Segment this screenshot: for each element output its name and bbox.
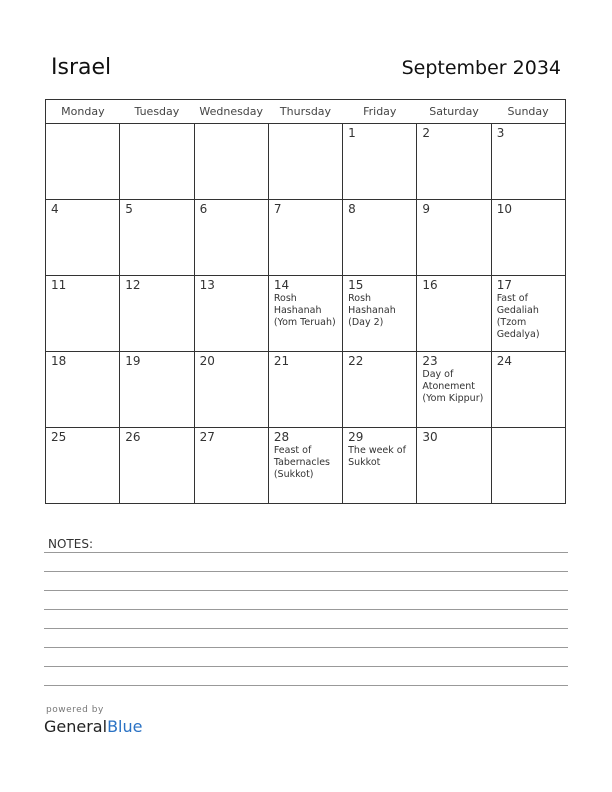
week-row bbox=[46, 428, 566, 504]
day-number: 21 bbox=[273, 354, 290, 368]
day-number: 20 bbox=[199, 354, 215, 368]
day-cell bbox=[268, 352, 342, 428]
day-cell bbox=[194, 428, 268, 504]
day-cell bbox=[343, 124, 417, 200]
note-line bbox=[44, 590, 568, 591]
note-line bbox=[44, 647, 568, 648]
country-title: Israel bbox=[51, 55, 112, 80]
day-cell bbox=[268, 124, 342, 200]
day-cell bbox=[491, 200, 565, 276]
note-line bbox=[44, 571, 568, 572]
day-cell bbox=[194, 276, 268, 352]
holiday-label: Fast of Gedaliah (Tzom Gedalya) bbox=[496, 293, 540, 340]
note-line bbox=[44, 666, 568, 667]
day-number: 2 bbox=[422, 126, 431, 140]
week-row bbox=[46, 276, 566, 352]
day-number: 30 bbox=[422, 430, 438, 444]
weekday-header: Sunday bbox=[491, 100, 565, 124]
note-line bbox=[44, 609, 568, 610]
day-number: 13 bbox=[199, 278, 215, 292]
holiday-label: Rosh Hashanah (Day 2) bbox=[348, 293, 396, 328]
day-cell bbox=[268, 428, 342, 504]
day-cell bbox=[417, 124, 491, 200]
week-row bbox=[46, 200, 566, 276]
day-number: 28 bbox=[273, 430, 290, 444]
day-cell bbox=[268, 276, 342, 352]
day-number: 26 bbox=[125, 430, 141, 444]
day-number: 12 bbox=[125, 278, 141, 292]
weekday-header: Tuesday bbox=[120, 100, 194, 124]
day-number: 8 bbox=[348, 202, 356, 216]
day-cell bbox=[268, 200, 342, 276]
day-cell bbox=[194, 124, 268, 200]
day-cell bbox=[491, 428, 565, 504]
holiday-label: Day of Atonement (Yom Kippur) bbox=[422, 369, 484, 404]
day-cell bbox=[120, 352, 194, 428]
weekday-header: Wednesday bbox=[194, 100, 268, 124]
powered-by-text: powered by bbox=[46, 705, 104, 715]
day-number: 14 bbox=[273, 278, 290, 292]
day-cell bbox=[491, 276, 565, 352]
day-number: 18 bbox=[51, 354, 67, 368]
holiday-label: The week of Sukkot bbox=[348, 445, 406, 468]
day-cell bbox=[120, 124, 194, 200]
day-number: 1 bbox=[348, 126, 356, 140]
day-number: 5 bbox=[125, 202, 133, 216]
day-number: 19 bbox=[125, 354, 141, 368]
day-cell bbox=[417, 352, 491, 428]
day-number: 7 bbox=[273, 202, 282, 216]
day-number: 25 bbox=[51, 430, 67, 444]
holiday-label: Rosh Hashanah (Yom Teruah) bbox=[273, 293, 336, 328]
weekday-header: Monday bbox=[46, 100, 120, 124]
day-number: 11 bbox=[51, 278, 67, 292]
calendar-grid bbox=[45, 99, 566, 504]
day-number: 9 bbox=[422, 202, 431, 216]
day-cell bbox=[343, 276, 417, 352]
note-line bbox=[44, 628, 568, 629]
day-number: 23 bbox=[422, 354, 438, 368]
day-number: 24 bbox=[496, 354, 512, 368]
day-number: 17 bbox=[496, 278, 512, 292]
notes-label: NOTES: bbox=[48, 537, 93, 551]
day-cell bbox=[46, 428, 120, 504]
day-cell bbox=[343, 428, 417, 504]
month-title: September 2034 bbox=[401, 57, 561, 79]
day-cell bbox=[343, 352, 417, 428]
week-row bbox=[46, 352, 566, 428]
week-row bbox=[46, 124, 566, 200]
day-cell bbox=[120, 428, 194, 504]
day-number: 15 bbox=[348, 278, 364, 292]
weekday-header: Thursday bbox=[268, 100, 342, 124]
day-number: 10 bbox=[496, 202, 512, 216]
day-cell bbox=[46, 200, 120, 276]
brand-part1: General bbox=[44, 717, 108, 736]
weekday-header-row bbox=[46, 100, 566, 124]
day-cell bbox=[194, 200, 268, 276]
day-cell bbox=[46, 352, 120, 428]
day-cell bbox=[417, 200, 491, 276]
day-number: 16 bbox=[422, 278, 438, 292]
note-line bbox=[44, 685, 568, 686]
day-cell bbox=[491, 352, 565, 428]
day-cell bbox=[120, 200, 194, 276]
weekday-header: Friday bbox=[343, 100, 417, 124]
day-number: 22 bbox=[348, 354, 364, 368]
weekday-header: Saturday bbox=[417, 100, 491, 124]
day-cell bbox=[343, 200, 417, 276]
day-number: 3 bbox=[496, 126, 505, 140]
day-cell bbox=[417, 428, 491, 504]
day-number: 4 bbox=[51, 202, 59, 216]
brand-part2: Blue bbox=[107, 717, 143, 736]
day-cell bbox=[491, 124, 565, 200]
day-cell bbox=[120, 276, 194, 352]
day-cell bbox=[46, 276, 120, 352]
holiday-label: Feast of Tabernacles (Sukkot) bbox=[273, 445, 331, 480]
generalblue-logo[interactable] bbox=[44, 717, 142, 736]
day-number: 27 bbox=[199, 430, 215, 444]
note-line bbox=[44, 552, 568, 553]
day-number: 6 bbox=[199, 202, 208, 216]
day-number: 29 bbox=[348, 430, 364, 444]
day-cell bbox=[417, 276, 491, 352]
day-cell bbox=[194, 352, 268, 428]
day-cell bbox=[46, 124, 120, 200]
